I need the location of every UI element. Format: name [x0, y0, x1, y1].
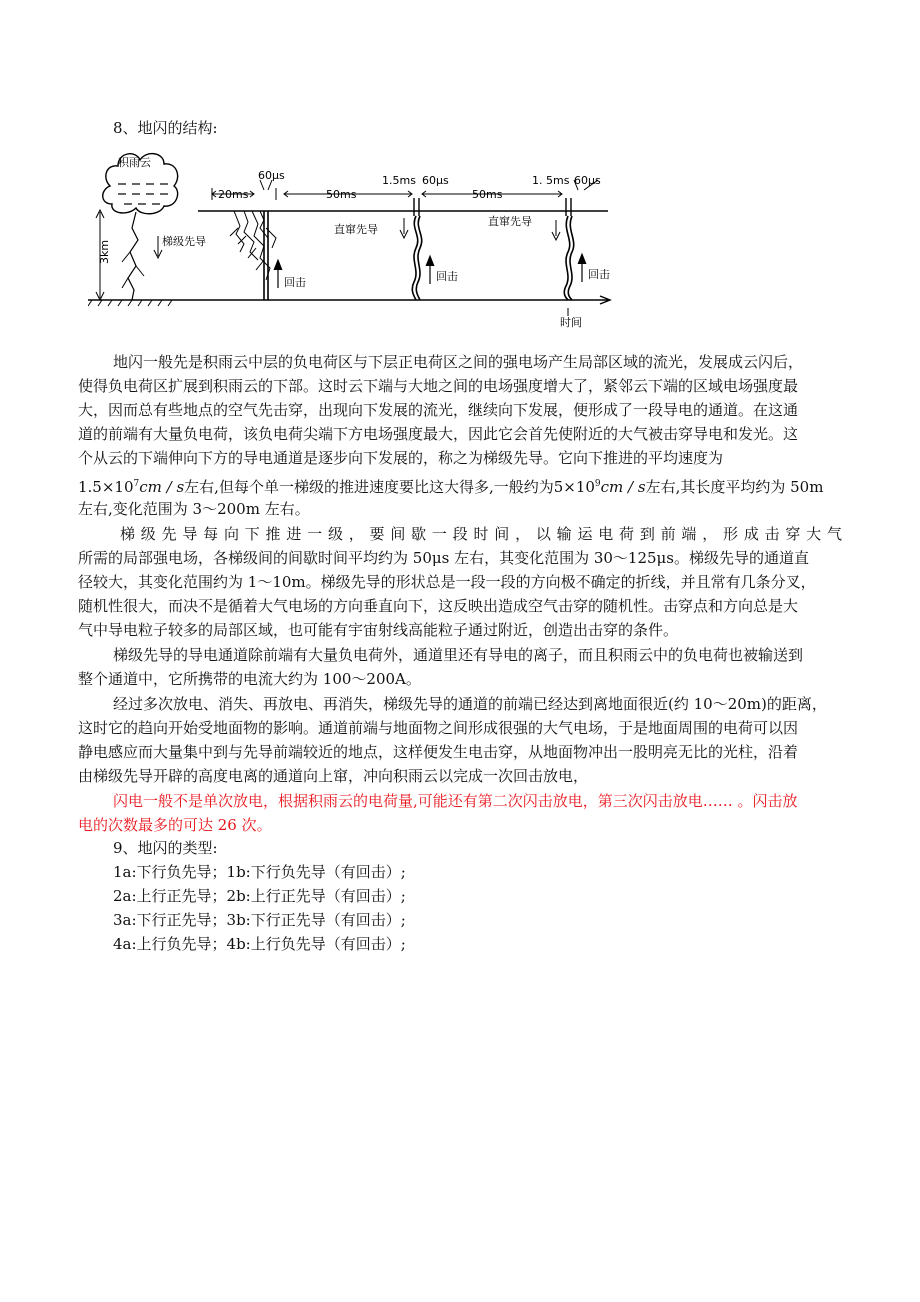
para5-line-2: 电的次数最多的可达 26 次。: [78, 816, 272, 834]
para1-last-line: 左右,变化范围为 3～200m 左右。: [78, 500, 310, 518]
type-item-3: 3a:下行正先导；3b:下行正先导（有回击）;: [113, 911, 406, 929]
type-item-1: 1a:下行负先导；1b:下行负先导（有回击）;: [113, 863, 406, 881]
speed-value-2: 5×10: [553, 478, 595, 496]
para1-line-5: 个从云的下端伸向下方的导电通道是逐步向下发展的，称之为梯级先导。它向下推进的平均速度为: [78, 449, 724, 467]
interval-50ms-1: 50ms: [326, 188, 357, 201]
para1-line-2: 使得负电荷区扩展到积雨云的下部。这时云下端与大地之间的电场强度增大了，紧邻云下端的区域电场强度最: [78, 377, 799, 395]
stepped-leader-label: 梯级先导: [162, 235, 206, 248]
para5-line-1: 闪电一般不是单次放电，根据积雨云的电荷量,可能还有第二次闪击放电，第三次闪击放电…… 。闪击放: [113, 792, 798, 810]
interval-20ms: 20ms: [218, 188, 249, 201]
type-item-4: 4a:上行负先导；4b:上行负先导（有回击）;: [113, 935, 406, 953]
section-8-title: 8、地闪的结构:: [113, 119, 218, 137]
interval-60us-2: 60μs: [422, 174, 449, 187]
interval-1-5ms-1: 1.5ms: [382, 174, 416, 187]
time-label: 时间: [560, 316, 582, 328]
interval-50ms-2: 50ms: [472, 188, 503, 201]
stepped-leader-channel: [128, 212, 138, 300]
para2-line-1: 梯级先导每向下推进一级，要间歇一段时间，以输运电荷到前端，形成击穿大气: [120, 525, 842, 543]
height-label: 3km: [98, 239, 111, 264]
para2-line-2: 所需的局部强电场，各梯级间的间歇时间平均约为 50μs 左右，其变化范围为 30～125μs。梯级先导的通道直: [78, 549, 810, 567]
interval-60us-3: 60μs: [574, 174, 601, 187]
lightning-structure-diagram: [88, 148, 618, 328]
return-stroke-label-3: 回击: [588, 268, 610, 281]
dart-leader-label-1: 直窜先导: [334, 223, 378, 236]
speed-value-1: 1.5×10: [78, 478, 134, 496]
para1-line-4: 道的前端有大量负电荷，该负电荷尖端下方电场强度最大，因此它会首先使附近的大气被击穿导电和发光。这: [78, 425, 799, 443]
ground-hatching: [88, 300, 172, 306]
para3-line-2: 整个通道中，它所携带的电流大约为 100～200A。: [78, 670, 421, 688]
para2-line-5: 气中导电粒子较多的局部区域，也可能有宇宙射线高能粒子通过附近，创造出击穿的条件。: [78, 621, 679, 639]
para3-line-1: 梯级先导的导电通道除前端有大量负电荷外，通道里还有导电的离子，而且积雨云中的负电荷也被输送到: [113, 646, 804, 664]
return-stroke-label-2: 回击: [436, 270, 458, 283]
return-stroke-label-1: 回击: [284, 276, 306, 289]
para1-line-1: 地闪一般先是积雨云中层的负电荷区与下层正电荷区之间的强电场产生局部区域的流光，发展成云闪后，: [113, 353, 804, 371]
para2-line-4: 随机性很大，而决不是循着大气电场的方向垂直向下，这反映出造成空气击穿的随机性。击穿点和方向总是大: [78, 597, 799, 615]
first-stroke-branches: [230, 211, 276, 280]
interval-1-5ms-2: 1. 5ms: [532, 174, 570, 187]
para2-line-3: 径较大，其变化范围约为 1～10m。梯级先导的形状总是一段一段的方向极不确定的折线，并且常有几条分叉，: [78, 573, 816, 591]
interval-60us-1: 60μs: [258, 169, 285, 182]
cloud-label: 积雨云: [118, 156, 151, 169]
speed-line: $1.5\times 10^7cm / s$左右,但每个单一梯级的推进速度要比这大得多,一般约为$5\times 10^9cm / s$左右,其长度平均约为 50m: [78, 478, 824, 496]
section-9-title: 9、地闪的类型:: [113, 839, 218, 857]
para4-line-2: 这时它的趋向开始受地面物的影响。通道前端与地面物之间形成很强的大气电场，于是地面周围的电荷可以因: [78, 719, 799, 737]
para4-line-3: 静电感应而大量集中到与先导前端较近的地点，这样便发生电击穿，从地面物冲出一股明亮无比的光柱，沿着: [78, 743, 799, 761]
para4-line-4: 由梯级先导开辟的高度电离的通道向上窜，冲向积雨云以完成一次回击放电，: [78, 767, 589, 785]
dart-leader-label-2: 直窜先导: [488, 215, 532, 228]
para4-line-1: 经过多次放电、消失、再放电、再消失，梯级先导的通道的前端已经达到离地面很近(约 10～20m)的距离，: [113, 695, 827, 713]
para1-line-3: 大，因而总有些地点的空气先击穿，出现向下发展的流光，继续向下发展，便形成了一段导电的通道。在这通: [78, 401, 799, 419]
type-item-2: 2a:上行正先导；2b:上行正先导（有回击）;: [113, 887, 406, 905]
